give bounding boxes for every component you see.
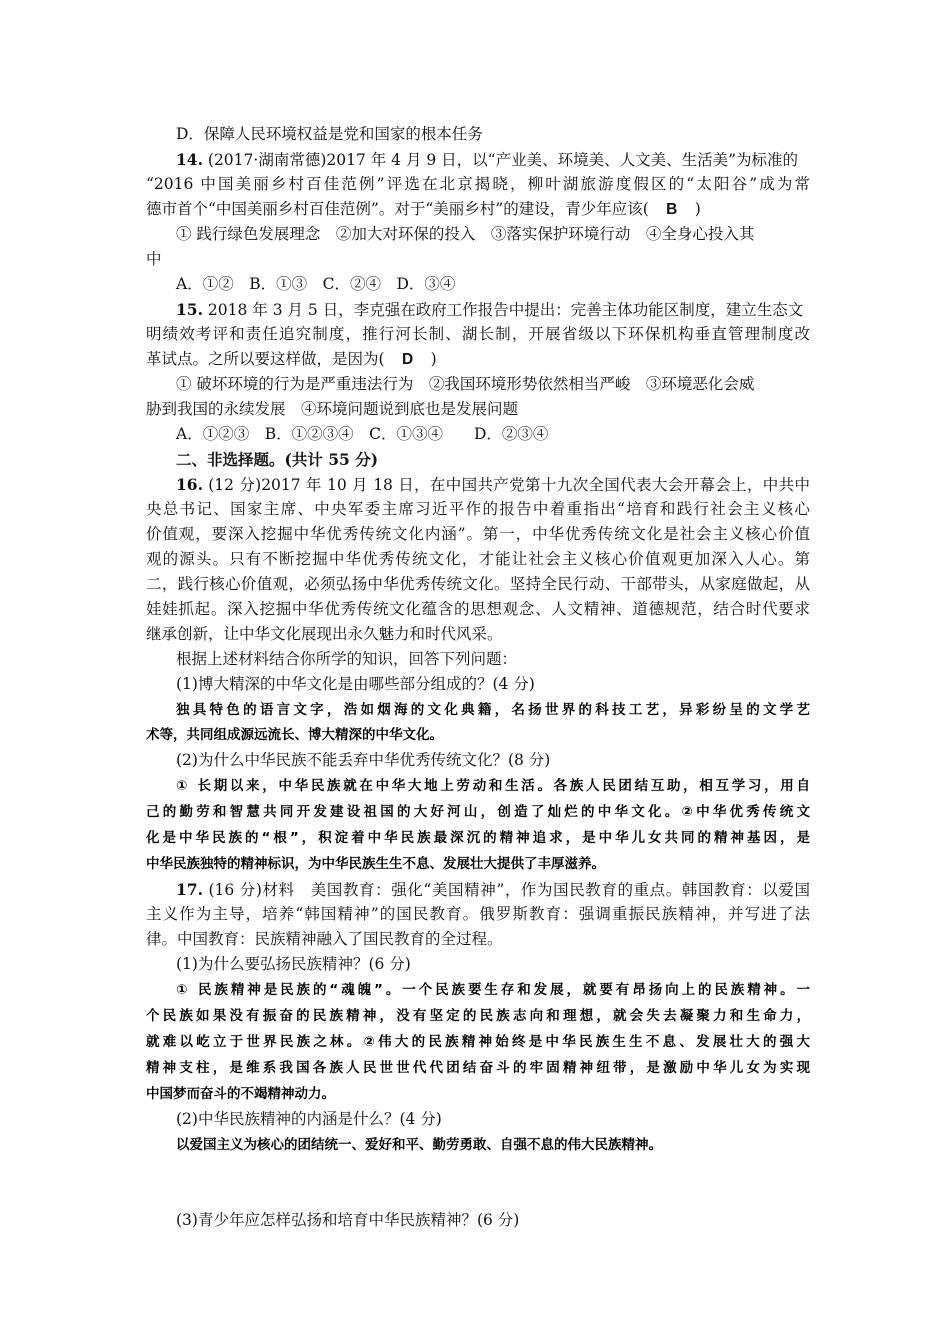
q16-answer-2-line-4: 中华民族独特的精神标识，为中华民族生生不息、发展壮大提供了丰厚滋养。: [146, 856, 605, 872]
q16-answer-1-line-2: 术等，共同组成源远流长、博大精深的中华文化。: [146, 727, 443, 743]
q15-answer: D: [401, 351, 414, 368]
q15-options: A．①②③ B．①②③④ C．①③④ D．②③④: [176, 425, 549, 443]
q15-line-1: [176, 297, 810, 323]
q14-paren: ): [694, 200, 701, 218]
q17-number: 17.: [176, 880, 203, 899]
q17-sub-2: (2)中华民族精神的内涵是什么？(4 分): [176, 1110, 442, 1128]
q17-sub-3: (3)青少年应怎样弘扬和培育中华民族精神？(6 分): [176, 1211, 520, 1229]
q14-options: A．①② B．①③ C．②④ D．③④: [176, 275, 456, 293]
q16-stem-1: (12 分)2017 年 10 月 18 日，在中国共产党第十九次全国代表大会开幕会上，中共中: [202, 476, 810, 494]
q15-paren: ): [430, 350, 437, 368]
q15-items-2: 胁到我国的永续发展 ④环境问题说到底也是发展问题: [146, 400, 519, 418]
q17-sub-1: (1)为什么要弘扬民族精神？(6 分): [176, 955, 411, 973]
q16-line-5: 二，践行核心价值观，必须弘扬中华优秀传统文化。坚持全民行动、干部带头，从家庭做起，从: [146, 575, 810, 593]
q16-line-6: 娃娃抓起。深入挖掘中华优秀传统文化蕴含的思想观念、人文精神、道德规范，结合时代要求: [146, 600, 810, 618]
q17-answer-2: 以爱国主义为核心的团结统一、爱好和平、勤劳勇敢、自强不息的伟大民族精神。: [176, 1137, 662, 1153]
q17-answer-1-line-3: 就难以屹立于世界民族之林。②伟大的民族精神始终是中华民族生生不息、发展壮大的强大: [146, 1034, 810, 1050]
q16-answer-2-line-1: ① 长期以来，中华民族就在中华大地上劳动和生活。各族人民团结互助，相互学习，用自: [176, 778, 810, 794]
q14-stem-1: (2017·湖南常德)2017 年 4 月 9 日，以“产业美、环境美、人文美、生活美”为标准的: [202, 151, 799, 169]
q14-answer: B: [666, 201, 678, 218]
q14-line-3: [146, 197, 810, 222]
q14-stem-3: 德市首个“中国美丽乡村百佳范例”。对于“美丽乡村”的建设，青少年应该(: [146, 200, 649, 218]
q17-line-1: [176, 877, 810, 903]
q16-answer-1-line-1: 独具特色的语言文字，浩如烟海的文化典籍，名扬世界的科技工艺，异彩纷呈的文学艺: [176, 702, 810, 718]
q16-prompt: 根据上述材料结合你所学的知识，回答下列问题：: [176, 650, 518, 668]
q14-line-1: [176, 147, 810, 173]
q15-stem-1: 2018 年 3 月 5 日，李克强在政府工作报告中提出：完善主体功能区制度，建立生态文: [202, 301, 804, 319]
q17-answer-1-line-1: ① 民族精神是民族的“魂魄”。一个民族要生存和发展，就要有昂扬向上的民族精神。一: [176, 982, 810, 998]
q17-line-3: 律。中国教育：民族精神融入了国民教育的全过程。: [146, 930, 503, 948]
q16-line-3: 价值观，要深入挖掘中华优秀传统文化内涵”。第一，中华优秀传统文化是社会主义核心价值: [146, 525, 810, 543]
q15-line-3: [146, 347, 810, 372]
q16-line-1: [176, 472, 810, 498]
section-2-heading: 二、非选择题。(共计 55 分): [176, 450, 379, 469]
q16-answer-2-line-2: 己的勤劳和智慧共同开发建设祖国的大好河山，创造了灿烂的中华文化。②中华优秀传统文: [146, 804, 810, 820]
q17-answer-1-line-2: 个民族如果没有振奋的民族精神，没有坚定的民族志向和理想，就会失去凝聚力和生命力，: [146, 1008, 810, 1024]
q15-items-1: ① 破坏环境的行为是严重违法行为 ②我国环境形势依然相当严峻 ③环境恶化会威: [176, 375, 755, 393]
q14-number: 14.: [176, 150, 203, 169]
q14-items-2: 中: [146, 250, 162, 268]
q16-line-7: 继承创新，让中华文化展现出永久魅力和时代风采。: [146, 625, 503, 643]
q16-sub-2: (2)为什么中华民族不能丢弃中华优秀传统文化？(8 分): [176, 751, 551, 769]
q16-line-4: 观的源头。只有不断挖掘中华优秀传统文化，才能让社会主义核心价值观更加深入人心。第: [146, 550, 810, 568]
q15-line-2: 明绩效考评和责任追究制度，推行河长制、湖长制，开展省级以下环保机构垂直管理制度改: [146, 325, 810, 343]
q16-sub-1: (1)博大精深的中华文化是由哪些部分组成的？(4 分): [176, 675, 535, 693]
q16-number: 16.: [176, 475, 203, 494]
q14-items-1: ① 践行绿色发展理念 ②加大对环保的投入 ③落实保护环境行动 ④全身心投入其: [176, 225, 755, 243]
q15-stem-3: 革试点。之所以要这样做，是因为(: [146, 350, 385, 368]
q17-stem-1: (16 分)材料 美国教育：强化“美国精神”，作为国民教育的重点。韩国教育：以爱国: [202, 881, 810, 899]
q16-answer-2-line-3: 化是中华民族的“根”，积淀着中华民族最深沉的精神追求，是中华儿女共同的精神基因，是: [146, 830, 810, 846]
q17-answer-1-line-5: 中国梦而奋斗的不竭精神动力。: [146, 1086, 335, 1102]
q13-option-d: D．保障人民环境权益是党和国家的根本任务: [176, 125, 483, 143]
q14-line-2: “2016 中国美丽乡村百佳范例”评选在北京揭晓，柳叶湖旅游度假区的“太阳谷”成为常: [146, 175, 810, 193]
q17-answer-1-line-4: 精神支柱，是维系我国各族人民世世代代团结奋斗的牢固精神纽带，是激励中华儿女为实现: [146, 1060, 810, 1076]
q15-number: 15.: [176, 300, 203, 319]
q17-line-2: 主义作为主导，培养“韩国精神”的国民教育。俄罗斯教育：强调重振民族精神，并写进了法: [146, 905, 810, 923]
q16-line-2: 央总书记、国家主席、中央军委主席习近平作的报告中着重指出“培育和践行社会主义核心: [146, 500, 810, 518]
